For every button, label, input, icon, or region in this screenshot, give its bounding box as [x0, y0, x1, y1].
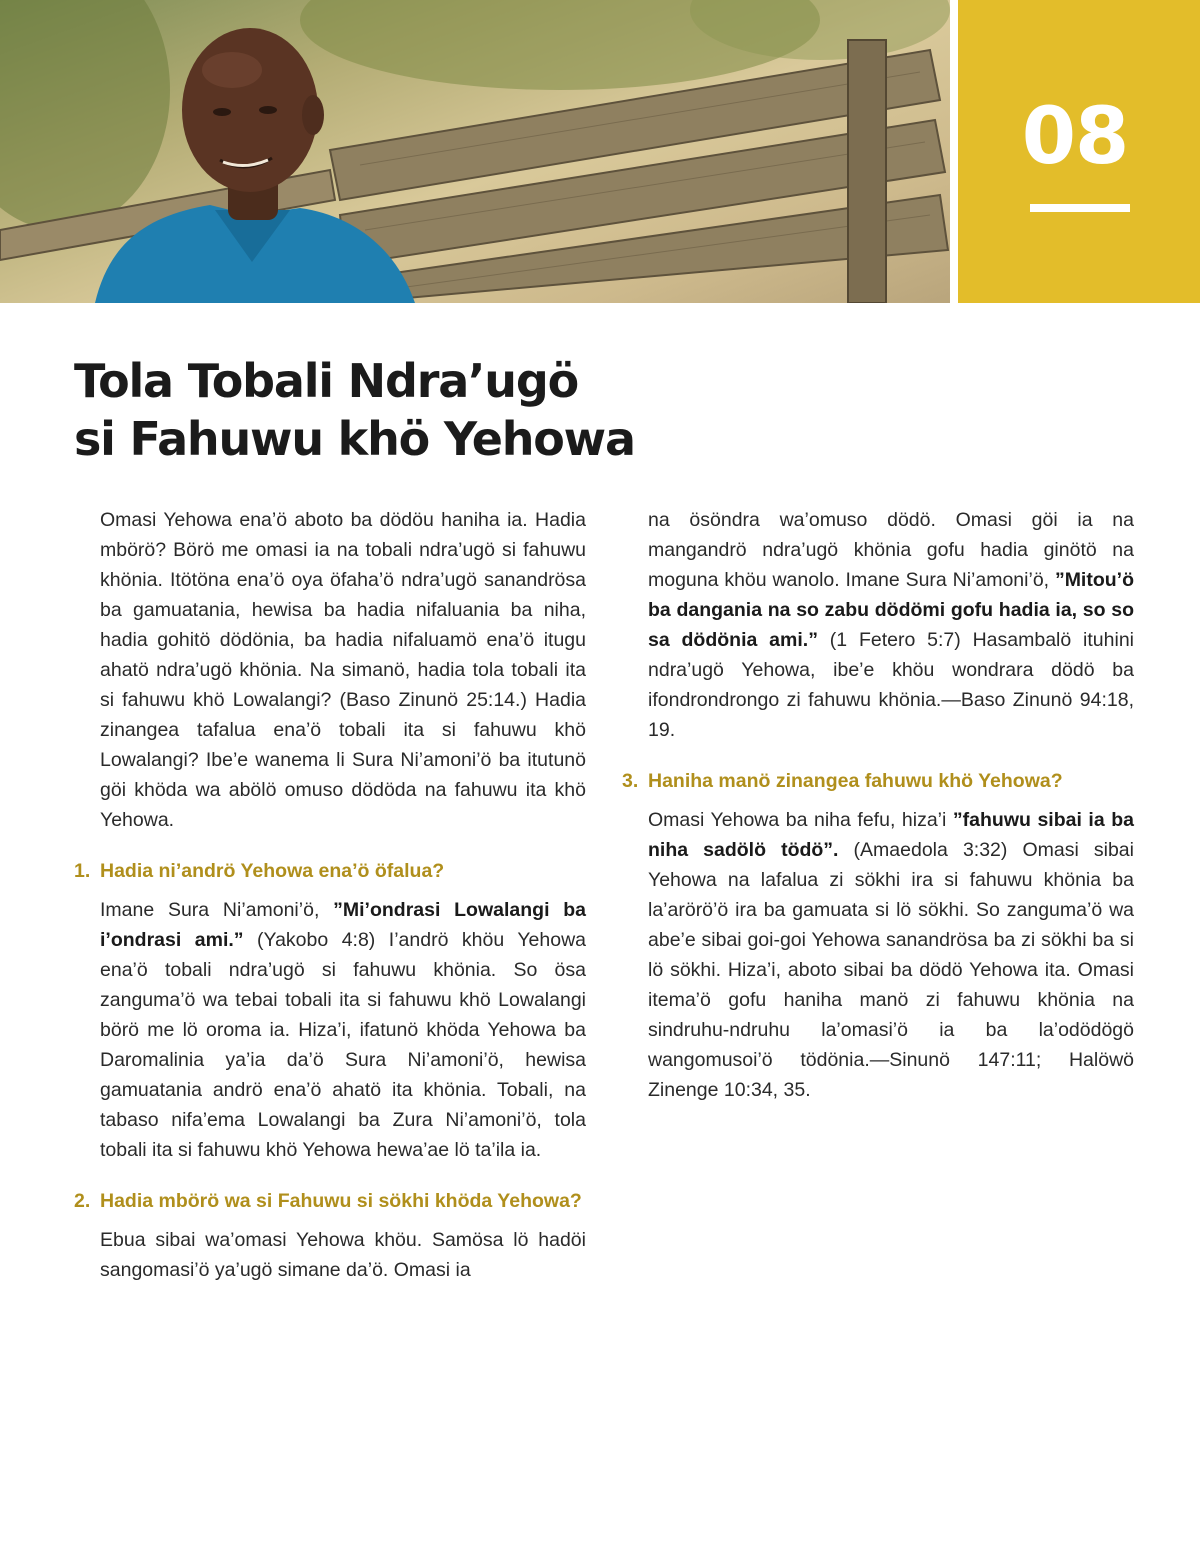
- answer-2-paragraph-start: Ebua sibai wa’omasi Yehowa khöu. Samösa lö hadöi sangomasi’ö ya’ugö simane da’ö. Omasi ia: [100, 1229, 586, 1281]
- question-3: [622, 767, 1134, 795]
- chapter-number: 08: [1021, 92, 1129, 182]
- question-number: 1.: [74, 860, 91, 882]
- answer-text: na ösöndra wa’omuso dödö. Omasi göi ia na mangandrö ndra’ugö khönia gofu hadia ginötö na moguna khöu wanolo. Imane Sura Ni’amoni’ö,: [648, 509, 1134, 591]
- right-column: [622, 505, 1134, 1105]
- answer-text: (Yakobo 4:8) I’andrö khöu Yehowa ena’ö tobali ndra’ugö si fahuwu khönia. So ösa zanguma’ö wa tebai tobali ita si fahuwu khö Lowalangi börö me lö oroma ia. Hiza’i, ifatunö khöda Yehowa ba Daromalinia ya’ia da’ö Sura Ni’amoni’ö, hewisa gamuatania andrö ena’ö ahatö ita khönia. Tobali, na tabaso nifa’ema Lowalangi ba Zura Ni’amoni’ö, tola tobali ita si fahuwu khö Yehowa hewa’ae lö ta’ila ia.: [100, 929, 587, 1161]
- intro-paragraph: Omasi Yehowa ena’ö aboto ba dödöu haniha ia. Hadia mbörö? Börö me omasi ia na tobali ndra’ugö si fahuwu khönia. Itötöna ena’ö oya öfaha’ö ndra’ugö sanandrösa ba gamuatania, hewisa ba hadia nifaluania ba niha, hadia gohitö dödönia, ba hadia nifaluamö ena’ö itugu ahatö ndra’ugö khönia. Na simanö, hadia tola tobali ita si fahuwu khö Lowalangi? (Baso Zinunö 25:14.) Hadia zinangea tafalua ena’ö tobali ita si fahuwu khö Lowalangi? Ibe’e wanema li Sura Ni’amoni’ö ba itutunö göi khöda wa abölö omuso dödöda na fahuwu ita khö Yehowa.: [100, 509, 586, 831]
- man-on-bench-illustration: [0, 0, 950, 303]
- question-text: Haniha manö zinangea fahuwu khö Yehowa?: [648, 770, 1063, 792]
- answer-1-paragraph: [100, 895, 586, 1165]
- question-number: 3.: [622, 770, 639, 792]
- answer-2-paragraph-continued: [648, 505, 1134, 745]
- scripture-quote: ”Mi’ondrasi Lowalangi ba i’ondrasi ami.”: [100, 899, 586, 951]
- hero-photo: [0, 0, 950, 303]
- chapter-number-box: [958, 0, 1200, 303]
- title-line-1: Tola Tobali Ndra’ugö: [74, 354, 578, 408]
- answer-text: Omasi Yehowa ba niha fefu, hiza’i: [648, 809, 953, 831]
- answer-3-paragraph: [648, 805, 1134, 1105]
- title-line-2: si Fahuwu khö Yehowa: [74, 412, 635, 466]
- answer-text: (1 Fetero 5:7) Hasambalö ituhini ndra’ugö Yehowa, ibe’e khöu wondrara dödö ba ifondrondrongo zi fahuwu khönia.—Baso Zinunö 94:18, 19.: [648, 629, 1134, 741]
- page-title: [74, 352, 635, 468]
- question-2: [74, 1187, 586, 1215]
- scripture-quote: ”fahuwu sibai ia ba niha sadölö tödö”.: [648, 809, 1135, 861]
- scripture-quote: ”Mitou’ö ba dangania na so zabu dödömi gofu hadia ia, so so sa dödönia ami.”: [648, 569, 1134, 651]
- question-number: 2.: [74, 1190, 91, 1212]
- question-text: Hadia mbörö wa si Fahuwu si sökhi khöda Yehowa?: [100, 1190, 582, 1212]
- chapter-underline: [1030, 204, 1130, 212]
- question-text: Hadia ni’andrö Yehowa ena’ö öfalua?: [100, 860, 445, 882]
- answer-text: (Amaedola 3:32) Omasi sibai Yehowa na lafalua zi sökhi ira si fahuwu khönia ba la’arörö’ö ira ba gamuata si lö sökhi. So zanguma’ö wa abe’e sibai goi-goi Yehowa sanandrösa ba zi sökhi ba si lö sökhi. Hiza’i, aboto sibai ba dödö Yehowa ita. Omasi itema’ö gofu haniha manö zi fahuwu khönia na sindruhu-ndruhu la’omasi’ö ia ba la’odödögö wangomusoi’ö tödönia.—Sinunö 147:11; Halöwö Zinenge 10:34, 35.: [648, 839, 1134, 1101]
- question-1: [74, 857, 586, 885]
- left-column: [74, 505, 586, 1285]
- answer-text: Imane Sura Ni’amoni’ö,: [100, 899, 334, 921]
